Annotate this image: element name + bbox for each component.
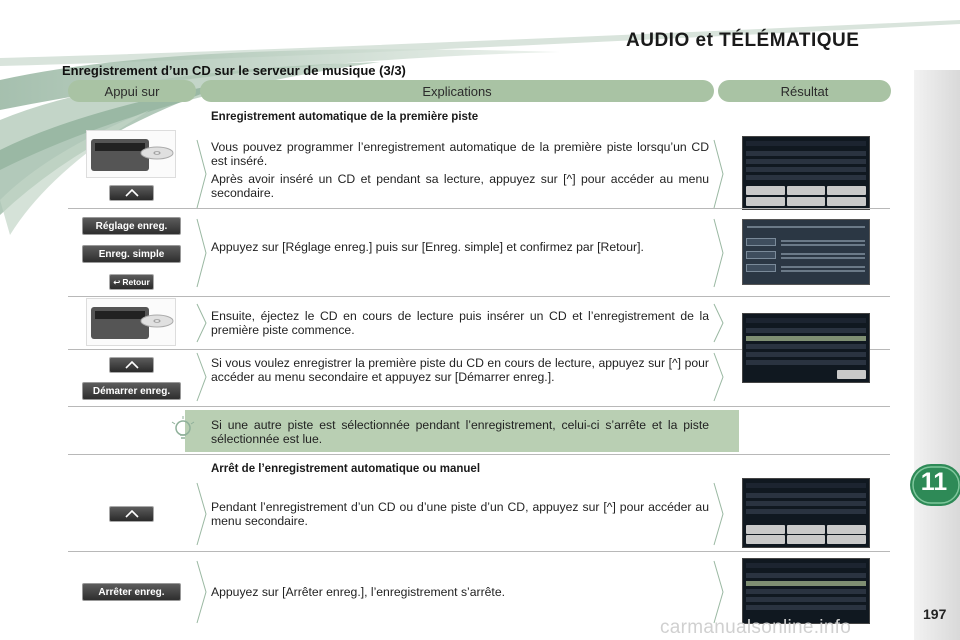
row1-text bbox=[211, 140, 709, 204]
chevron-left-icon bbox=[196, 303, 208, 343]
reglage-enreg-button: Réglage enreg. bbox=[82, 217, 181, 235]
caret-up-button bbox=[109, 506, 154, 522]
info-note-text: Si une autre piste est sélectionnée pendant l’enregistrement, celui-ci s’arrête et la piste sélectionnée est lue. bbox=[211, 418, 709, 446]
return-arrow-icon: ↩ bbox=[113, 276, 121, 287]
caret-up-button bbox=[109, 185, 154, 201]
cd-insert-illustration bbox=[86, 130, 176, 178]
chevron-left-icon bbox=[196, 139, 208, 209]
column-header-result: Résultat bbox=[718, 80, 891, 102]
lightbulb-icon bbox=[170, 416, 196, 442]
row-divider bbox=[68, 454, 890, 455]
result-screen-stop-menu bbox=[742, 478, 870, 548]
row3-text: Ensuite, éjectez le CD en cours de lecture puis insérer un CD et l’enregistrement de la première piste commence. bbox=[211, 309, 709, 337]
row1-paragraph-1: Vous pouvez programmer l’enregistrement automatique de la première piste lorsqu’un CD est inséré. bbox=[211, 140, 709, 168]
column-header-press: Appui sur bbox=[68, 80, 196, 102]
result-screen-tracklist bbox=[742, 313, 870, 383]
chevron-left-icon bbox=[196, 482, 208, 546]
caret-up-button bbox=[109, 357, 154, 373]
result-screen-submenu bbox=[742, 136, 870, 210]
chapter-header-title: AUDIO et TÉLÉMATIQUE bbox=[626, 30, 860, 51]
cd-eject-illustration bbox=[86, 298, 176, 346]
chevron-right-icon bbox=[713, 352, 725, 402]
result-screen-tracklist-2 bbox=[742, 558, 870, 624]
chevron-right-icon bbox=[713, 218, 725, 288]
row4-text: Si vous voulez enregistrer la première piste du CD en cours de lecture, appuyez sur [^] pour accéder au menu secondaire et appuyez sur [Démarrer enreg.]. bbox=[211, 356, 709, 384]
watermark: carmanualsonline.info bbox=[660, 617, 852, 638]
retour-label: Retour bbox=[122, 277, 150, 287]
retour-button bbox=[109, 274, 154, 290]
chapter-number: 11 bbox=[920, 468, 948, 496]
chevron-left-icon bbox=[196, 352, 208, 402]
page-title: Enregistrement d’un CD sur le serveur de musique (3/3) bbox=[62, 63, 406, 78]
chevron-left-icon bbox=[196, 218, 208, 288]
result-screen-settings-menu bbox=[742, 219, 870, 285]
chevron-right-icon bbox=[713, 560, 725, 624]
page-edge-strip bbox=[914, 70, 960, 640]
column-header-explanations: Explications bbox=[200, 80, 714, 102]
demarrer-enreg-button: Démarrer enreg. bbox=[82, 382, 181, 400]
section-title-stop-record: Arrêt de l’enregistrement automatique ou manuel bbox=[211, 463, 481, 475]
section2-row2-text: Appuyez sur [Arrêter enreg.], l’enregistrement s’arrête. bbox=[211, 585, 505, 599]
chevron-right-icon bbox=[713, 303, 725, 343]
page-number: 197 bbox=[923, 606, 947, 622]
row-divider bbox=[68, 208, 890, 209]
chevron-left-icon bbox=[196, 560, 208, 624]
row-divider bbox=[68, 406, 890, 407]
row1-paragraph-2: Après avoir inséré un CD et pendant sa lecture, appuyez sur [^] pour accéder au menu secondaire. bbox=[211, 172, 709, 200]
row-divider bbox=[68, 296, 890, 297]
row2-text: Appuyez sur [Réglage enreg.] puis sur [Enreg. simple] et confirmez par [Retour]. bbox=[211, 240, 644, 254]
arreter-enreg-button: Arrêter enreg. bbox=[82, 583, 181, 601]
enreg-simple-button: Enreg. simple bbox=[82, 245, 181, 263]
section-title-auto-record: Enregistrement automatique de la première piste bbox=[211, 111, 479, 123]
chevron-right-icon bbox=[713, 482, 725, 546]
section2-row1-text: Pendant l’enregistrement d’un CD ou d’une piste d’un CD, appuyez sur [^] pour accéder au menu secondaire. bbox=[211, 500, 709, 528]
chevron-right-icon bbox=[713, 139, 725, 209]
row-divider bbox=[68, 551, 890, 552]
